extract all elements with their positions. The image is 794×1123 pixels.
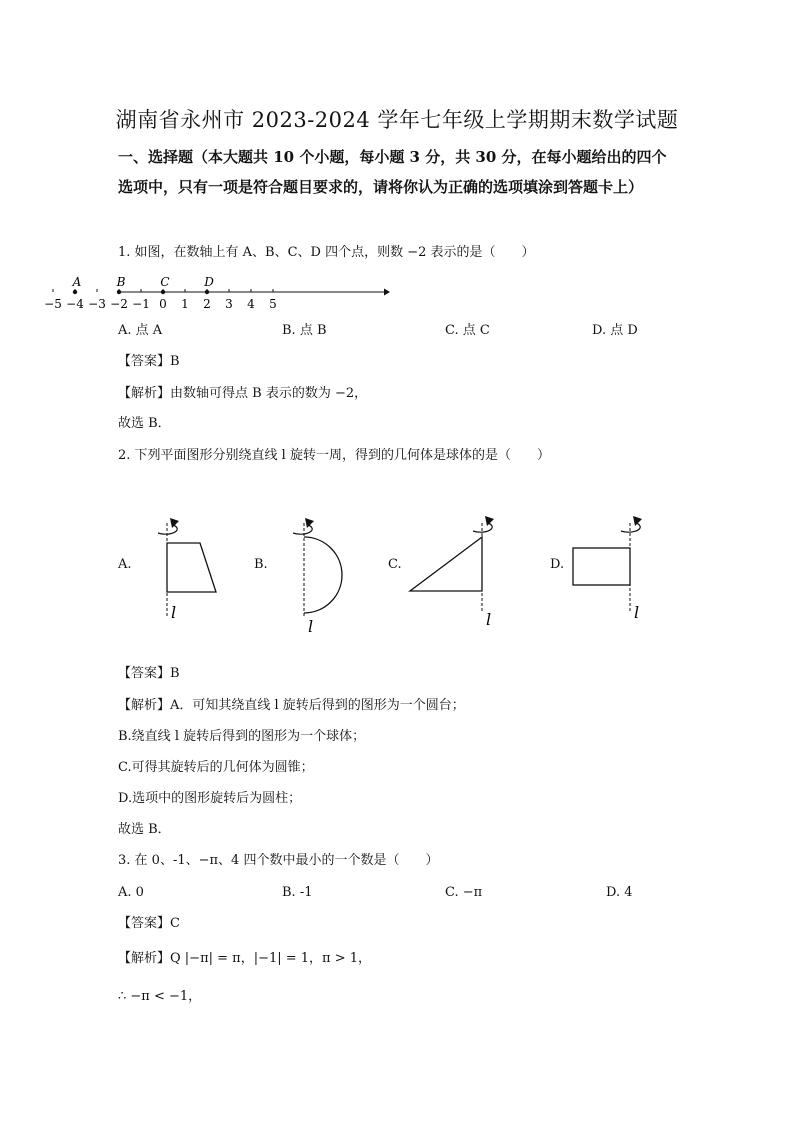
q3-analysis-line: ∴ −π < −1， bbox=[118, 989, 202, 1004]
q3-answer: 【答案】C bbox=[118, 916, 180, 931]
q1-analysis-line: 故选 B． bbox=[118, 416, 171, 431]
figure-c-triangle bbox=[410, 516, 494, 629]
axis-label: l bbox=[171, 603, 177, 622]
q2-analysis-line: B.绕直线 l 旋转后得到的图形为一个球体； bbox=[118, 729, 366, 744]
q1-option-b: B. 点 B bbox=[282, 323, 327, 338]
q1-option-d: D. 点 D bbox=[592, 323, 638, 338]
number-line-point bbox=[73, 290, 77, 294]
q1-option-c: C. 点 C bbox=[445, 323, 490, 338]
rotation-arrow-icon bbox=[473, 516, 494, 532]
number-line-point bbox=[161, 290, 165, 294]
number-line-point-label: B bbox=[116, 275, 126, 289]
number-line-tick-label: 0 bbox=[159, 297, 167, 311]
q2-analysis-line: C.可得其旋转后的几何体为圆锥； bbox=[118, 760, 314, 775]
section-heading: 一、选择题（本大题共 10 个小题，每小题 3 分，共 30 分，在每小题给出的四个选项中，只有一项是符合题目要求的，请将你认为正确的选项填涂到答题卡上） bbox=[118, 148, 667, 196]
number-line-tick-label: −2 bbox=[110, 297, 128, 311]
q2-figure-label-c: C. bbox=[388, 557, 402, 572]
figure-d-rectangle bbox=[573, 516, 642, 622]
axis-label: l bbox=[634, 603, 640, 622]
q2-figure-label-a: A. bbox=[118, 557, 132, 572]
rotation-arrow-icon bbox=[293, 518, 314, 534]
number-line-figure bbox=[44, 272, 390, 316]
triangle-shape bbox=[410, 537, 482, 591]
axis-label: l bbox=[308, 617, 314, 636]
q3-analysis-line: 【解析】Q |−π| = π，|−1| = 1，π > 1， bbox=[118, 951, 372, 966]
q2-analysis-line: 故选 B． bbox=[118, 822, 171, 837]
q1-answer: 【答案】B bbox=[118, 354, 180, 369]
number-line-tick-label: −5 bbox=[44, 297, 62, 311]
rotation-arrow-icon bbox=[158, 518, 179, 534]
number-line-arrow bbox=[384, 289, 390, 296]
q1-stem: 1. 如图，在数轴上有 A、B、C、D 四个点，则数 −2 表示的是（ ） bbox=[118, 245, 535, 260]
q2-figure-label-d: D. bbox=[550, 557, 565, 572]
number-line-tick-label: −4 bbox=[66, 297, 84, 311]
q3-option-d: D. 4 bbox=[606, 885, 633, 900]
number-line-point-label: C bbox=[160, 275, 170, 289]
q3-option-b: B. -1 bbox=[282, 885, 313, 900]
number-line-tick-label: 5 bbox=[269, 297, 277, 311]
q3-option-a: A. 0 bbox=[118, 885, 144, 900]
q2-figure-label-b: B. bbox=[254, 557, 268, 572]
rotation-arrow-icon bbox=[621, 516, 642, 532]
q1-option-a: A. 点 A bbox=[118, 323, 163, 338]
axis-label: l bbox=[486, 610, 492, 629]
q3-stem: 3. 在 0、-1、−π、4 四个数中最小的一个数是（ ） bbox=[118, 853, 439, 868]
number-line-tick-label: 2 bbox=[203, 297, 211, 311]
number-line-tick-label: −3 bbox=[88, 297, 106, 311]
rectangle-shape bbox=[573, 548, 630, 585]
q2-answer: 【答案】B bbox=[118, 666, 180, 681]
q1-analysis-line: 【解析】由数轴可得点 B 表示的数为 −2， bbox=[118, 386, 368, 401]
number-line-point bbox=[117, 290, 121, 294]
number-line-point bbox=[205, 290, 209, 294]
q2-analysis-line: D.选项中的图形旋转后为圆柱； bbox=[118, 791, 302, 806]
number-line-point-label: D bbox=[204, 275, 214, 289]
figure-a-trapezoid bbox=[158, 518, 216, 622]
number-line-tick-label: −1 bbox=[132, 297, 150, 311]
q2-stem: 2. 下列平面图形分别绕直线 l 旋转一周，得到的几何体是球体的是（ ） bbox=[118, 448, 550, 463]
trapezoid-shape bbox=[167, 543, 216, 592]
q2-analysis-line: 【解析】A．可知其绕直线 l 旋转后得到的图形为一个圆台； bbox=[118, 698, 465, 713]
q3-option-c: C. −π bbox=[445, 885, 483, 900]
semicircle-shape bbox=[304, 537, 342, 613]
number-line-tick-label: 3 bbox=[225, 297, 233, 311]
rotation-figures bbox=[140, 505, 660, 640]
number-line-point-label: A bbox=[72, 275, 82, 289]
figure-b-semicircle bbox=[293, 518, 342, 636]
number-line-tick-label: 1 bbox=[181, 297, 189, 311]
page-title: 湖南省永州市 2023-2024 学年七年级上学期期末数学试题 bbox=[115, 108, 679, 132]
number-line-tick-label: 4 bbox=[247, 297, 255, 311]
